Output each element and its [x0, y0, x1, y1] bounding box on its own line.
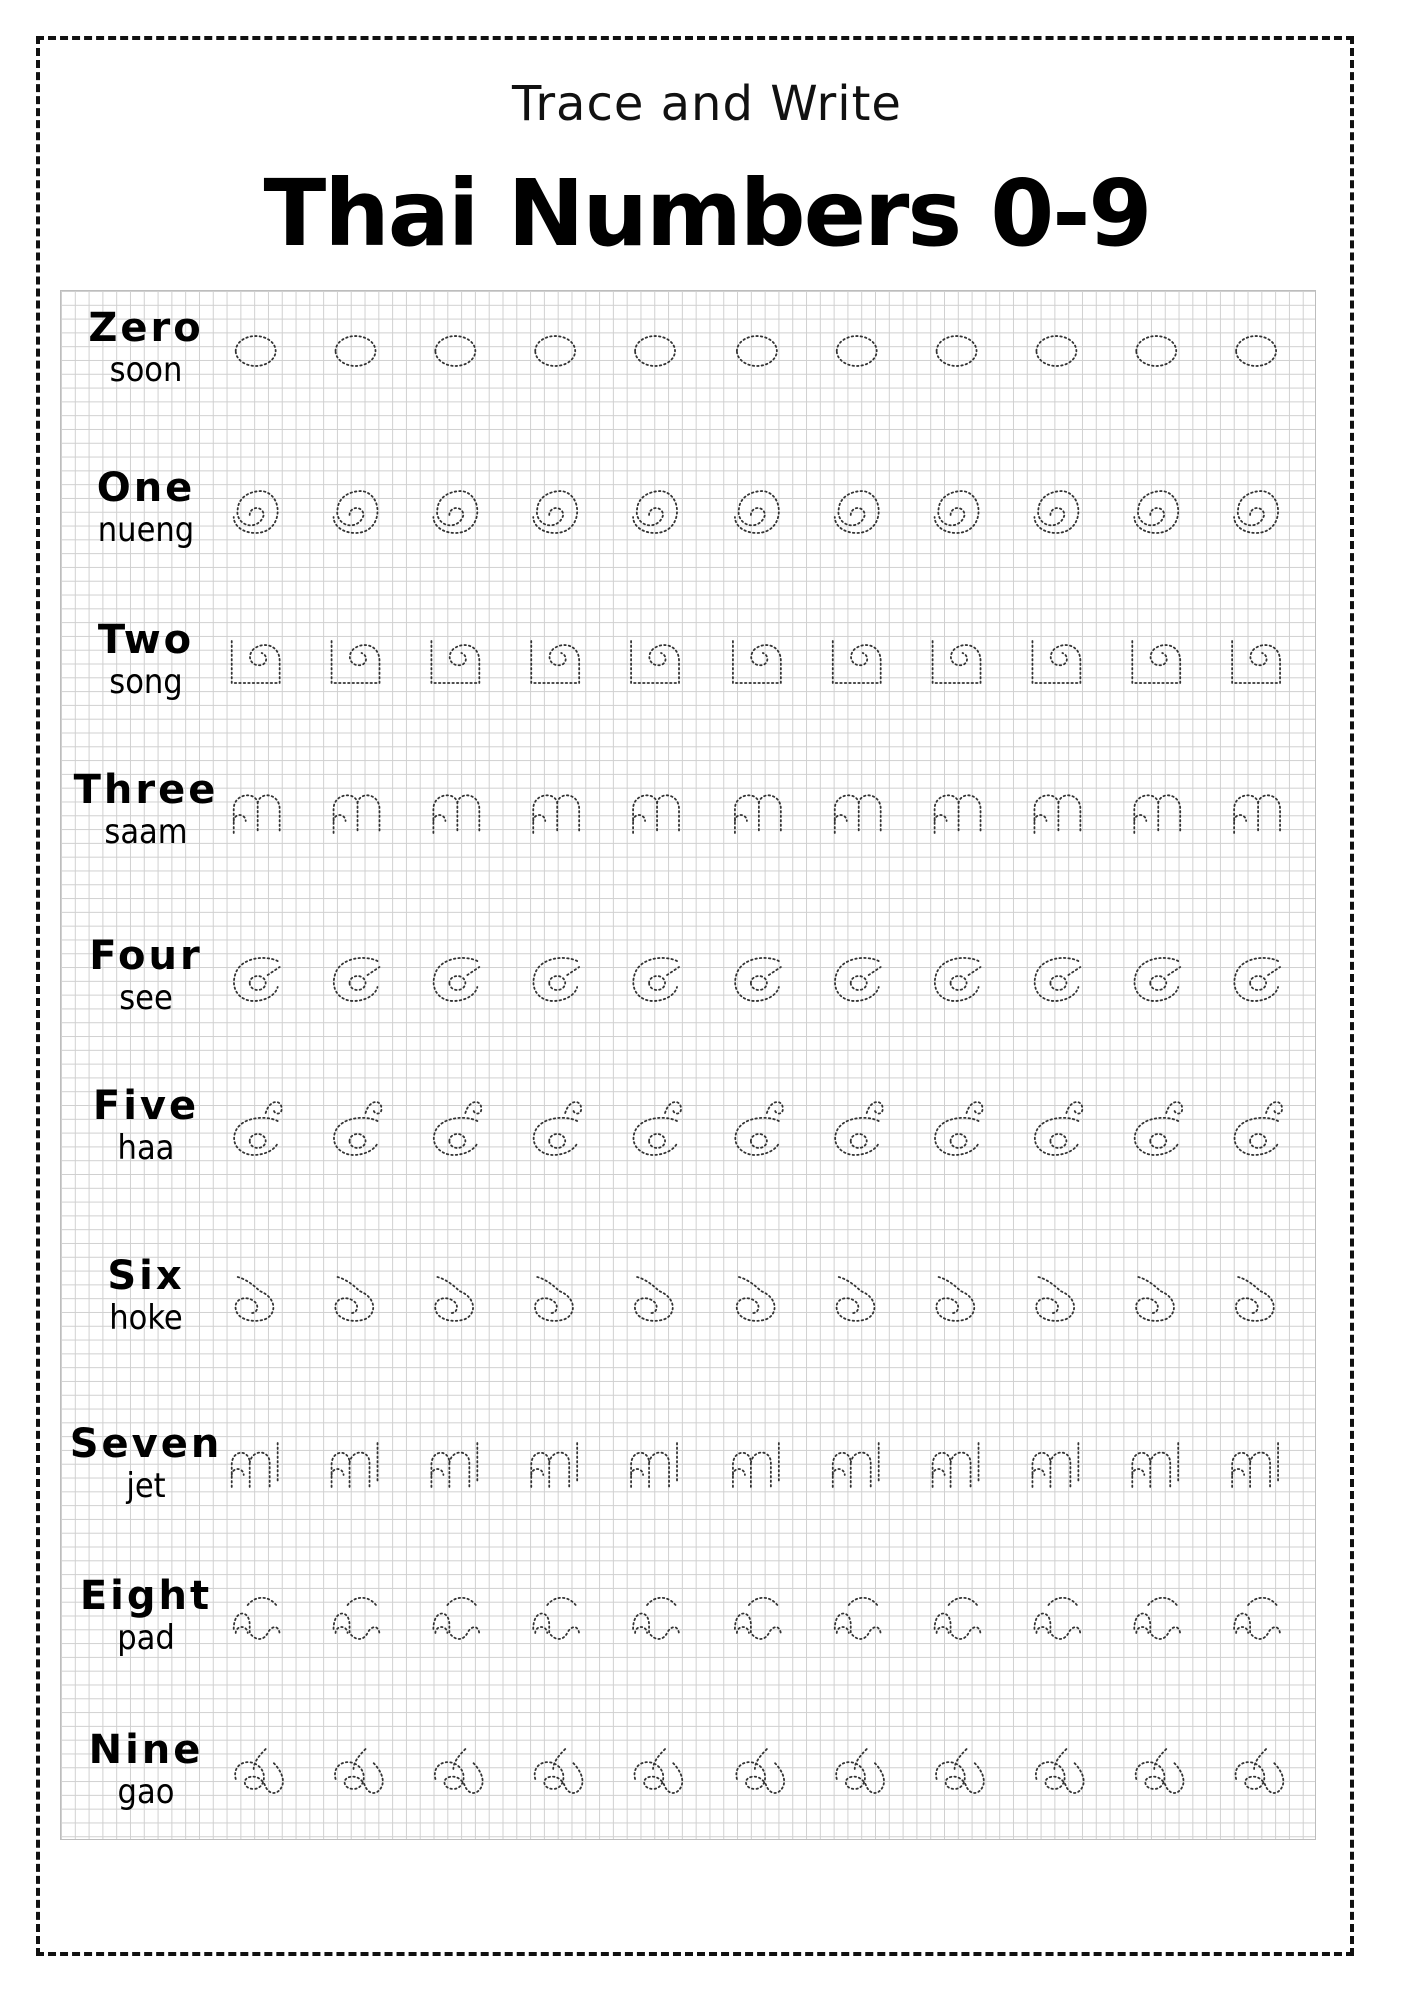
thai-digit-4-trace-icon [234, 958, 280, 1001]
thai-digit-5-trace-icon [1235, 1102, 1283, 1155]
trace-glyph-set [61, 451, 1315, 591]
thai-digit-2-trace-icon [733, 641, 781, 683]
number-row [61, 451, 1315, 591]
thai-digit-3-trace-icon [234, 795, 280, 833]
thai-digit-4-trace-icon [1035, 958, 1081, 1001]
thai-digit-9-trace-icon [635, 1749, 683, 1793]
english-number-label: Eight [79, 1573, 213, 1619]
thai-digit-6-trace-icon [335, 1277, 373, 1321]
number-row [61, 919, 1315, 1059]
thai-digit-8-trace-icon [1234, 1598, 1280, 1639]
worksheet-subtitle: Trace and Write [512, 76, 902, 132]
thai-digit-0-trace-icon [435, 336, 475, 366]
thai-digit-6-trace-icon [535, 1277, 573, 1321]
thai-pronunciation-label: saam [104, 812, 188, 852]
english-number-label: Seven [69, 1421, 223, 1467]
thai-digit-7-trace-icon [1132, 1443, 1178, 1487]
thai-digit-5-trace-icon [234, 1102, 282, 1155]
thai-digit-9-trace-icon [736, 1749, 784, 1793]
thai-digit-8-trace-icon [533, 1598, 579, 1639]
english-number-label: Two [97, 617, 195, 663]
english-number-label: Six [107, 1253, 185, 1299]
thai-digit-9-trace-icon [235, 1749, 283, 1793]
thai-digit-3-trace-icon [1034, 795, 1080, 833]
thai-pronunciation-label: song [109, 662, 183, 702]
thai-digit-5-trace-icon [1035, 1102, 1083, 1155]
thai-digit-9-trace-icon [1136, 1749, 1184, 1793]
thai-digit-4-trace-icon [1135, 958, 1181, 1001]
thai-digit-7-trace-icon [631, 1443, 677, 1487]
thai-digit-2-trace-icon [1232, 641, 1280, 683]
thai-digit-3-trace-icon [334, 795, 380, 833]
thai-digit-3-trace-icon [533, 795, 579, 833]
thai-digit-6-trace-icon [936, 1277, 974, 1321]
trace-glyph-set [61, 1713, 1315, 1853]
english-number-label: Four [89, 933, 203, 979]
thai-digit-2-trace-icon [631, 641, 679, 683]
thai-digit-4-trace-icon [434, 958, 480, 1001]
thai-digit-7-trace-icon [1232, 1443, 1278, 1487]
thai-digit-2-trace-icon [332, 641, 380, 683]
thai-digit-5-trace-icon [735, 1102, 783, 1155]
thai-digit-1-trace-icon [835, 491, 879, 533]
trace-glyph-set [61, 1559, 1315, 1699]
thai-digit-9-trace-icon [1236, 1749, 1284, 1793]
thai-digit-8-trace-icon [334, 1598, 380, 1639]
thai-digit-1-trace-icon [334, 491, 378, 533]
thai-digit-4-trace-icon [835, 958, 881, 1001]
trace-glyph-set [61, 291, 1315, 431]
thai-digit-8-trace-icon [633, 1598, 679, 1639]
english-number-label: Zero [88, 305, 204, 351]
thai-digit-6-trace-icon [635, 1277, 673, 1321]
thai-digit-7-trace-icon [1032, 1443, 1078, 1487]
thai-digit-1-trace-icon [234, 491, 278, 533]
thai-pronunciation-label: pad [117, 1618, 175, 1658]
thai-digit-3-trace-icon [1134, 795, 1180, 833]
thai-digit-2-trace-icon [232, 641, 280, 683]
trace-glyph-set [61, 1239, 1315, 1379]
thai-digit-2-trace-icon [933, 641, 981, 683]
thai-digit-1-trace-icon [935, 491, 979, 533]
thai-digit-3-trace-icon [433, 795, 479, 833]
number-row [61, 753, 1315, 893]
thai-digit-0-trace-icon [1136, 336, 1176, 366]
thai-digit-6-trace-icon [837, 1277, 875, 1321]
thai-pronunciation-label: nueng [97, 510, 195, 550]
thai-digit-1-trace-icon [1034, 491, 1078, 533]
thai-digit-4-trace-icon [1234, 958, 1280, 1001]
trace-glyph-set [61, 753, 1315, 893]
number-row [61, 291, 1315, 431]
number-row [61, 603, 1315, 743]
thai-digit-6-trace-icon [236, 1277, 274, 1321]
thai-digit-8-trace-icon [1034, 1598, 1080, 1639]
thai-digit-9-trace-icon [435, 1749, 483, 1793]
thai-digit-0-trace-icon [336, 336, 376, 366]
thai-digit-1-trace-icon [735, 491, 779, 533]
thai-digit-7-trace-icon [933, 1443, 979, 1487]
thai-digit-6-trace-icon [1036, 1277, 1074, 1321]
thai-digit-2-trace-icon [1032, 641, 1080, 683]
thai-pronunciation-label: jet [126, 1466, 166, 1506]
thai-digit-3-trace-icon [1234, 795, 1280, 833]
english-number-label: Three [73, 767, 219, 813]
thai-digit-0-trace-icon [236, 336, 276, 366]
thai-digit-1-trace-icon [533, 491, 577, 533]
number-row [61, 1069, 1315, 1209]
number-row [61, 1407, 1315, 1547]
thai-digit-7-trace-icon [833, 1443, 879, 1487]
thai-digit-0-trace-icon [1036, 336, 1076, 366]
thai-digit-7-trace-icon [232, 1443, 278, 1487]
thai-digit-8-trace-icon [433, 1598, 479, 1639]
thai-digit-1-trace-icon [633, 491, 677, 533]
thai-pronunciation-label: haa [117, 1128, 175, 1168]
thai-digit-9-trace-icon [936, 1749, 984, 1793]
thai-digit-0-trace-icon [635, 336, 675, 366]
number-row [61, 1559, 1315, 1699]
thai-digit-0-trace-icon [737, 336, 777, 366]
thai-digit-3-trace-icon [735, 795, 781, 833]
thai-digit-2-trace-icon [833, 641, 881, 683]
thai-digit-3-trace-icon [935, 795, 981, 833]
thai-digit-6-trace-icon [1236, 1277, 1274, 1321]
trace-glyph-set [61, 603, 1315, 743]
trace-glyph-set [61, 1407, 1315, 1547]
thai-pronunciation-label: see [119, 978, 173, 1018]
thai-digit-1-trace-icon [1134, 491, 1178, 533]
thai-digit-9-trace-icon [836, 1749, 884, 1793]
thai-digit-0-trace-icon [535, 336, 575, 366]
thai-digit-9-trace-icon [1036, 1749, 1084, 1793]
thai-digit-4-trace-icon [334, 958, 380, 1001]
thai-digit-5-trace-icon [1135, 1102, 1183, 1155]
english-number-label: Five [92, 1083, 200, 1129]
thai-digit-5-trace-icon [633, 1102, 681, 1155]
thai-digit-2-trace-icon [531, 641, 579, 683]
trace-glyph-set [61, 1069, 1315, 1209]
thai-digit-6-trace-icon [435, 1277, 473, 1321]
english-number-label: One [96, 465, 196, 511]
thai-digit-4-trace-icon [935, 958, 981, 1001]
thai-digit-7-trace-icon [332, 1443, 378, 1487]
thai-digit-4-trace-icon [735, 958, 781, 1001]
thai-digit-3-trace-icon [835, 795, 881, 833]
thai-pronunciation-label: gao [117, 1772, 175, 1812]
thai-digit-8-trace-icon [234, 1598, 280, 1639]
thai-digit-7-trace-icon [431, 1443, 477, 1487]
worksheet-title: Thai Numbers 0-9 [263, 160, 1151, 267]
thai-digit-4-trace-icon [633, 958, 679, 1001]
thai-digit-5-trace-icon [434, 1102, 482, 1155]
thai-pronunciation-label: hoke [109, 1298, 183, 1338]
thai-digit-5-trace-icon [935, 1102, 983, 1155]
thai-digit-8-trace-icon [835, 1598, 881, 1639]
thai-digit-6-trace-icon [1136, 1277, 1174, 1321]
english-number-label: Nine [88, 1727, 204, 1773]
thai-digit-7-trace-icon [733, 1443, 779, 1487]
thai-digit-1-trace-icon [1234, 491, 1278, 533]
thai-digit-8-trace-icon [935, 1598, 981, 1639]
tracing-grid [60, 290, 1316, 1840]
thai-digit-5-trace-icon [334, 1102, 382, 1155]
thai-digit-2-trace-icon [1132, 641, 1180, 683]
number-row [61, 1239, 1315, 1379]
thai-pronunciation-label: soon [109, 350, 183, 390]
number-row [61, 1713, 1315, 1853]
thai-digit-5-trace-icon [534, 1102, 582, 1155]
thai-digit-6-trace-icon [737, 1277, 775, 1321]
thai-digit-0-trace-icon [837, 336, 877, 366]
thai-digit-3-trace-icon [633, 795, 679, 833]
thai-digit-5-trace-icon [835, 1102, 883, 1155]
thai-digit-4-trace-icon [533, 958, 579, 1001]
thai-digit-1-trace-icon [433, 491, 477, 533]
thai-digit-7-trace-icon [531, 1443, 577, 1487]
thai-digit-8-trace-icon [735, 1598, 781, 1639]
thai-digit-8-trace-icon [1134, 1598, 1180, 1639]
thai-digit-9-trace-icon [335, 1749, 383, 1793]
trace-glyph-set [61, 919, 1315, 1059]
thai-digit-0-trace-icon [1236, 336, 1276, 366]
thai-digit-9-trace-icon [535, 1749, 583, 1793]
thai-digit-0-trace-icon [937, 336, 977, 366]
thai-digit-2-trace-icon [431, 641, 479, 683]
